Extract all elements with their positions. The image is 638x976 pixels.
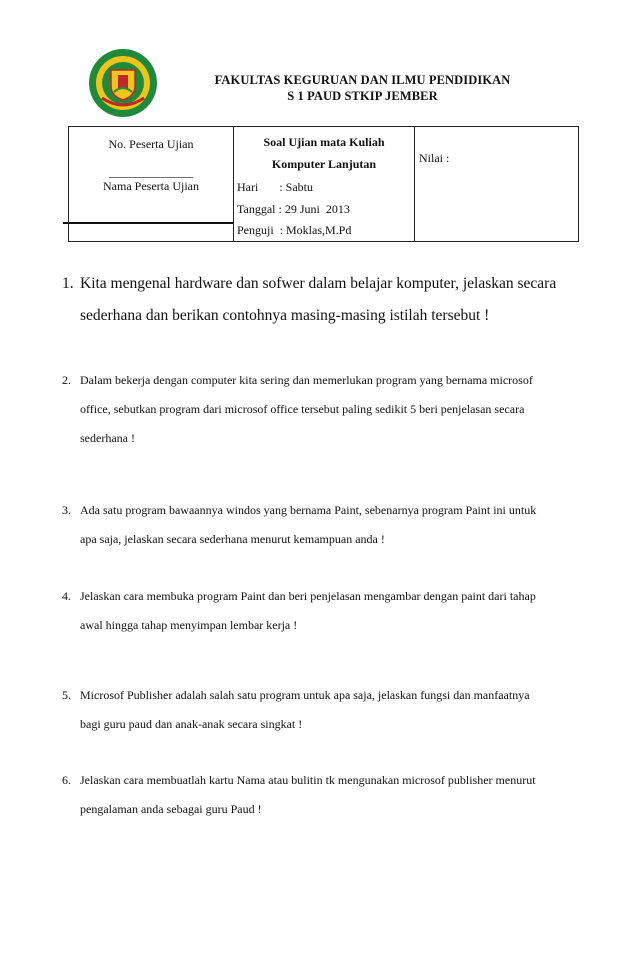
- question-text: [80, 766, 580, 824]
- question-text: [80, 366, 580, 453]
- question-number: 2.: [62, 373, 71, 387]
- question-text: [80, 681, 580, 739]
- question-line: sederhana !: [80, 431, 135, 445]
- exam-title: Soal Ujian mata Kuliah: [263, 135, 385, 149]
- question-line: Ada satu program bawaannya windos yang bernama Paint, sebenarnya program Paint ini untuk: [80, 503, 537, 517]
- question-line: apa saja, jelaskan secara sederhana menurut kemampuan anda !: [80, 532, 385, 546]
- examiner: Penguji : Moklas,M.Pd: [237, 223, 352, 237]
- question-line: sederhana dan berikan contohnya masing-masing istilah tersebut !: [80, 307, 490, 324]
- exam-date: Tanggal : 29 Juni 2013: [237, 202, 350, 216]
- question-number: 6.: [62, 773, 71, 787]
- question-text: [80, 268, 580, 332]
- question-number: 4.: [62, 589, 71, 603]
- faculty-title: FAKULTAS KEGURUAN DAN ILMU PENDIDIKAN: [214, 73, 511, 87]
- question-line: awal hingga tahap menyimpan lembar kerja !: [80, 618, 298, 632]
- question-line: pengalaman anda sebagai guru Paud !: [80, 802, 262, 816]
- document-header: [195, 72, 530, 104]
- question-line: Microsof Publisher adalah salah satu program untuk apa saja, jelaskan fungsi dan manfaatnya: [80, 688, 530, 702]
- score-label: Nilai :: [419, 151, 450, 165]
- name-signature-line: [63, 222, 233, 224]
- question-line: Jelaskan cara membuka program Paint dan beri penjelasan mengambar dengan paint dari tahap: [80, 589, 536, 603]
- question-line: Dalam bekerja dengan computer kita sering dan memerlukan program yang bernama microsof: [80, 373, 533, 387]
- question-text: [80, 496, 580, 554]
- question-number: 1.: [62, 275, 74, 292]
- participant-name-label: Nama Peserta Ujian: [103, 179, 199, 193]
- exam-info-box: [68, 126, 579, 242]
- question-number: 3.: [62, 503, 71, 517]
- question-line: bagi guru paud dan anak-anak secara singkat !: [80, 717, 303, 731]
- question-number: 5.: [62, 688, 71, 702]
- course-name: Komputer Lanjutan: [271, 157, 377, 171]
- question-line: Kita mengenal hardware dan sofwer dalam belajar komputer, jelaskan secara: [80, 275, 557, 292]
- question-line: office, sebutkan program dari microsof office tersebut paling sedikit 5 beri penjelasan secara: [80, 402, 525, 416]
- divider-2: [414, 127, 415, 241]
- university-logo: [88, 48, 158, 118]
- question-line: Jelaskan cara membuatlah kartu Nama atau bulitin tk mengunakan microsof publisher menurut: [80, 773, 536, 787]
- program-title: S 1 PAUD STKIP JEMBER: [287, 89, 438, 103]
- participant-blank-line: ______________: [109, 165, 193, 179]
- participant-number-label: No. Peserta Ujian: [108, 137, 194, 151]
- question-text: [80, 582, 580, 640]
- exam-day: Hari : Sabtu: [237, 180, 313, 194]
